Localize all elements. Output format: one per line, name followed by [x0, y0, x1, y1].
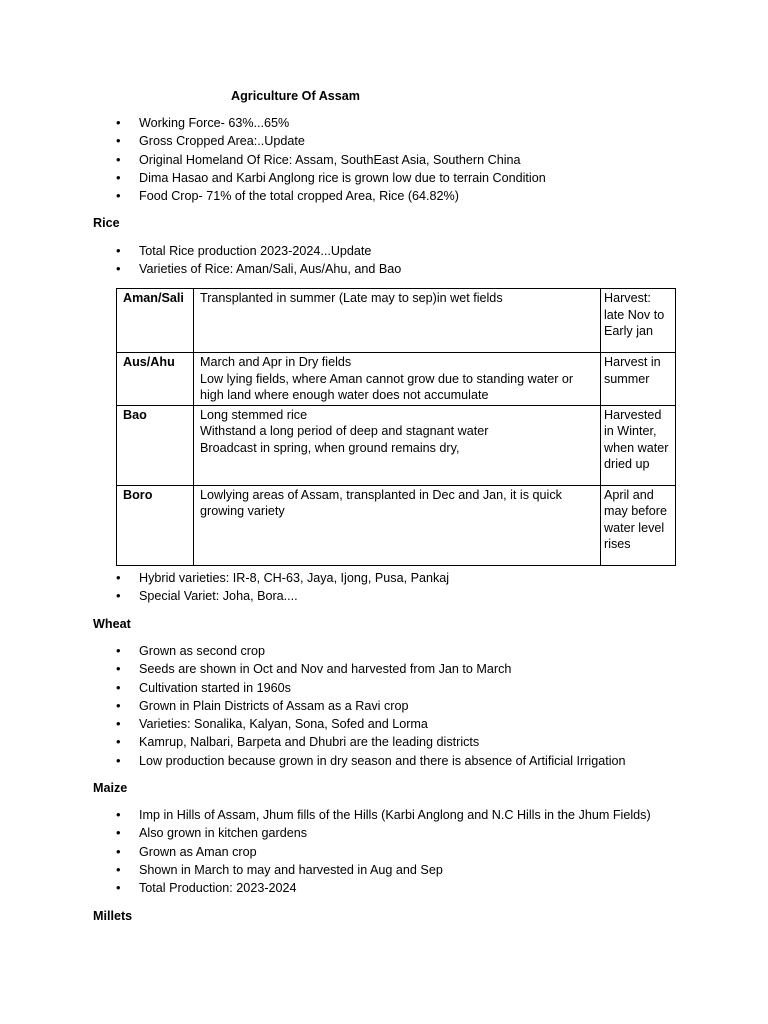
list-item: • Kamrup, Nalbari, Barpeta and Dhubri are the leading districts — [0, 733, 740, 751]
document-title: Agriculture Of Assam — [231, 89, 360, 103]
rice-varieties-table — [116, 288, 676, 566]
millets-heading: Millets — [93, 909, 133, 923]
list-item: • Working Force- 63%...65% — [0, 114, 740, 132]
description-line: Low lying fields, where Aman cannot grow due to standing water or high land where enough water does not accumulate — [200, 371, 574, 402]
variety-description — [194, 485, 601, 565]
list-item: • Total Production: 2023-2024 — [0, 879, 740, 897]
list-item: • Imp in Hills of Assam, Jhum fills of the Hills (Karbi Anglong and N.C Hills in the Jhum Fields) — [0, 806, 740, 824]
rice-list — [0, 242, 740, 279]
variety-harvest: Harvest in summer — [601, 353, 676, 406]
list-item: • Original Homeland Of Rice: Assam, SouthEast Asia, Southern China — [0, 151, 740, 169]
table-row — [117, 289, 676, 353]
list-item: • Total Rice production 2023-2024...Update — [0, 242, 740, 260]
list-item: • Gross Cropped Area:..Update — [0, 132, 740, 150]
list-item: • Shown in March to may and harvested in Aug and Sep — [0, 861, 740, 879]
description-line: Lowlying areas of Assam, transplanted in Dec and Jan, it is quick growing variety — [200, 487, 562, 518]
list-item: • Food Crop- 71% of the total cropped Area, Rice (64.82%) — [0, 187, 740, 205]
rice-extra-list — [0, 569, 740, 606]
variety-description — [194, 353, 601, 406]
table-row — [117, 485, 676, 565]
description-line: Long stemmed rice — [200, 407, 308, 422]
list-item: • Also grown in kitchen gardens — [0, 824, 740, 842]
variety-harvest: Harvest: late Nov to Early jan — [601, 289, 676, 353]
intro-list — [0, 114, 740, 205]
rice-heading: Rice — [93, 216, 120, 230]
variety-description — [194, 405, 601, 485]
list-item: • Varieties: Sonalika, Kalyan, Sona, Sofed and Lorma — [0, 715, 740, 733]
list-item: • Grown as second crop — [0, 642, 740, 660]
list-item: • Special Variet: Joha, Bora.... — [0, 587, 740, 605]
list-item: • Seeds are shown in Oct and Nov and harvested from Jan to March — [0, 660, 740, 678]
list-item: • Cultivation started in 1960s — [0, 679, 740, 697]
list-item: • Grown in Plain Districts of Assam as a Ravi crop — [0, 697, 740, 715]
variety-name: Bao — [117, 405, 194, 485]
table-row — [117, 405, 676, 485]
variety-name: Boro — [117, 485, 194, 565]
table-row — [117, 353, 676, 406]
list-item: • Hybrid varieties: IR-8, CH-63, Jaya, Ijong, Pusa, Pankaj — [0, 569, 740, 587]
list-item: • Varieties of Rice: Aman/Sali, Aus/Ahu, and Bao — [0, 260, 740, 278]
variety-name: Aus/Ahu — [117, 353, 194, 406]
variety-name: Aman/Sali — [117, 289, 194, 353]
variety-harvest: April and may before water level rises — [601, 485, 676, 565]
description-line: Transplanted in summer (Late may to sep)in wet fields — [200, 291, 503, 305]
maize-heading: Maize — [93, 781, 128, 795]
list-item: • Grown as Aman crop — [0, 843, 740, 861]
list-item: • Low production because grown in dry season and there is absence of Artificial Irrigation — [0, 752, 740, 770]
description-line: Withstand a long period of deep and stagnant water — [200, 424, 489, 438]
wheat-heading: Wheat — [93, 617, 131, 631]
variety-description — [194, 289, 601, 353]
maize-list — [0, 806, 740, 897]
description-line: March and Apr in Dry fields — [200, 355, 352, 369]
description-line: Broadcast in spring, when ground remains dry, — [200, 440, 460, 455]
list-item: • Dima Hasao and Karbi Anglong rice is grown low due to terrain Condition — [0, 169, 740, 187]
wheat-list — [0, 642, 740, 770]
variety-harvest: Harvested in Winter, when water dried up — [601, 405, 676, 485]
